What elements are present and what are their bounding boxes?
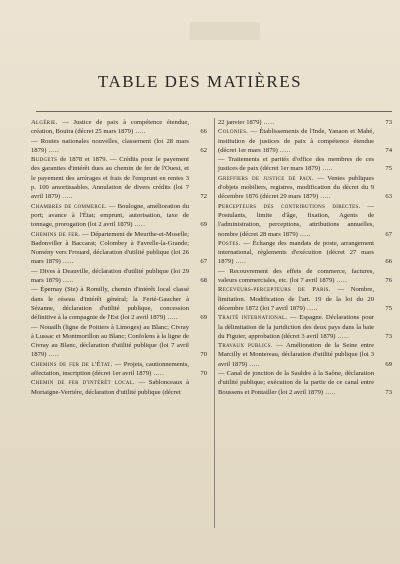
toc-entry [31,137,207,156]
leader-dots: ..... [132,221,146,229]
entry-text: — Justice de paix à compétence étendue, création, Bouïra (décret 25 mars 1879) [31,119,189,136]
entry-text: — Projets, cautionnements, affectation, inscription (décret 1er avril 1879) [31,360,189,378]
leader-dots: ..... [318,193,332,201]
page-number: 66 [385,258,392,266]
page-title: TABLE DES MATIÈRES [97,72,303,91]
toc-entry [218,285,392,313]
entry-text: — Amélioration de la Seine entre Marcilly et Montereau, déclaration d'utilité publique (loi 3 avril 1879) [218,342,374,368]
leader-dots: ..... [60,193,74,201]
leader-dots: ..... [297,230,311,238]
page-number: 75 [385,165,392,173]
entry-text: 22 janvier 1879) [218,119,262,126]
page-number: 63 [385,193,392,201]
entry-text: — Épernay (Ste) à Romilly, chemin d'intérêt local classé dans le réseau d'intérêt général; la Ferté-Gaucher à Sézanne, déclaration d'utilité publique, concession définitive à la compagnie de l'Est (loi 2 avril 1879) [31,286,189,322]
toc-entry [218,155,392,174]
entry-text: — Traitements et parités d'office des membres de ces justices de paix (décret 1er mars 1879) [218,156,374,173]
entry-text: — Recouvrement des effets de commerce, factures, valeurs commerciales, etc. (loi 7 avril 1879) [218,267,374,285]
entry-heading: Algérie. [31,119,58,126]
right-column [218,118,392,397]
entry-text: — Routes nationales nouvelles, classement (loi 28 mars 1879) [31,137,189,154]
leader-dots: ..... [151,370,165,378]
toc-entry [31,230,207,267]
page-number: 73 [385,119,392,126]
leader-dots: ..... [60,258,74,266]
toc-entry [218,127,392,155]
page-number: 69 [385,360,392,368]
bleed-through-mark [190,22,260,40]
toc-entry [31,202,207,230]
toc-entry [31,267,207,286]
toc-entry [31,155,207,201]
page-number: 67 [385,230,392,238]
page-number: 69 [200,314,207,322]
entry-text: — Sablonceaux à Mortaigne-Verrière, déclaration d'utilité publique (décret [31,379,189,396]
toc-entry [218,369,392,397]
toc-entry [218,313,392,341]
entry-heading: Percepteurs des contributions directes. [218,202,361,210]
page-number: 69 [200,221,207,229]
leader-dots: ..... [277,146,291,154]
entry-text: — Nouailh (ligne de Poitiers à Limoges) au Blanc; Civray à Lussac et Montmorillon au Blanc; Confolens à la ligne de Civray au Blanc, déclaration d'utilité publique (loi 7 avril 1879) [31,323,189,359]
leader-dots: ..... [247,360,261,368]
entry-heading: Traité international. [218,314,288,322]
entry-heading: Budgets [31,156,58,164]
entry-heading: Chemin de fer d'intérêt local. [31,379,135,387]
leader-dots: ..... [133,128,147,136]
entry-heading: Chemins de fer. [31,230,81,238]
page-number: 73 [385,388,392,396]
toc-entry [31,118,207,137]
entry-heading: Postes. [218,239,241,247]
toc-entry [218,341,392,369]
entry-heading: Chemins de fer de l'État. [31,360,113,368]
page-number: 76 [385,277,392,285]
page-number: 67 [200,258,207,266]
entry-heading: Receveurs-percepteurs de Paris. [218,286,331,294]
leader-dots: ..... [320,165,334,173]
leader-dots: ..... [261,119,275,126]
entry-text: — Espagne. Déclarations pour la délimitation de la juridiction des deux pays dans la baie du Figuier, approbation (décret 3 avril 1879) [218,314,374,340]
column-divider [214,118,215,528]
entry-heading: Travaux publics. [218,342,273,350]
left-column [31,118,207,397]
entry-heading: Chambres de commerce. [31,202,107,210]
page-number: 70 [200,351,207,359]
entry-text: de 1878 et 1879. — Crédits pour le payement des garanties d'intérêt dues au chemin de fer de l'Ouest, et le payement des arrérages et frais de l'emprunt en rentes 3 p. 100 amortissables. Annulation de divers crédits (loi 7 avril 1879) [31,156,190,201]
leader-dots: ..... [323,388,337,396]
leader-dots: ..... [165,314,179,322]
page-number: 70 [200,370,207,378]
title-rule [36,111,392,112]
leader-dots: ..... [304,304,318,312]
entry-text: — Canal de jonction de la Sauldre à la Saône, déclaration d'utilité publique; exécution de la partie de ce canal entre Boussens et Pontailler (loi 2 avril 1879) [218,370,374,396]
entry-text: — Département de Meurthe-et-Moselle; Badonviller à Baccarat; Colombey à Favrelle-la-Grande; Nomény vers Frouard, déclaration d'utilité publique (loi 26 mars 1879) [31,230,189,266]
entry-text: — Établissements de l'Inde, Yanaon et Mahé, institution de justices de paix à compétence étendue (décret 1er mars 1879) [218,128,374,154]
toc-entry [31,285,207,322]
toc-entry [218,118,392,127]
leader-dots: ..... [46,351,60,359]
entry-text: — Ventes publiques d'objets mobiliers, registres, modification du décret du 9 décembre 1876 (décret 29 mars 1879) [218,174,374,201]
entry-heading: Colonies. [218,128,249,136]
page-number: 74 [385,146,392,154]
page-number: 66 [200,128,207,136]
toc-entry [218,202,392,239]
toc-entry [31,360,207,379]
entry-text: — Échange des mandats de poste, arrangement international, règlements d'exécution (décret 27 mars 1879) [218,239,375,266]
page-number: 73 [385,332,392,340]
leader-dots: ..... [60,277,74,285]
page-number: 68 [200,277,207,285]
entry-text: — Boulogne, amélioration du port; avance à l'État; emprunt, autorisation, taxe de tonnage, prorogation (loi 2 avril 1879) [31,202,189,229]
entry-text: — Postulants, limite d'âge, fixation, Agents de l'administration, perceptions, attributions annuelles, nombre (décret 28 mars 1879) [218,202,374,238]
entry-heading: Greffiers de justice de paix. [218,174,314,182]
toc-entry [218,239,392,267]
toc-entry [218,267,392,286]
toc-entry [218,174,392,202]
page-number: 72 [200,193,207,201]
toc-entry [31,323,207,360]
leader-dots: ..... [335,332,349,340]
toc-entry [31,378,207,397]
leader-dots: ..... [46,146,60,154]
leader-dots: ..... [334,277,348,285]
page-number: 62 [200,146,207,154]
leader-dots: ..... [233,258,247,266]
entry-text: — Nombre, limitation. Modification de l'art. 19 de la loi du 20 décembre 1872 (loi 7 avril 1879) [218,286,375,312]
entry-text: — Dives à Deauville, déclaration d'utilité publique (loi 29 mars 1879) [31,267,189,285]
page-number: 75 [385,304,392,312]
